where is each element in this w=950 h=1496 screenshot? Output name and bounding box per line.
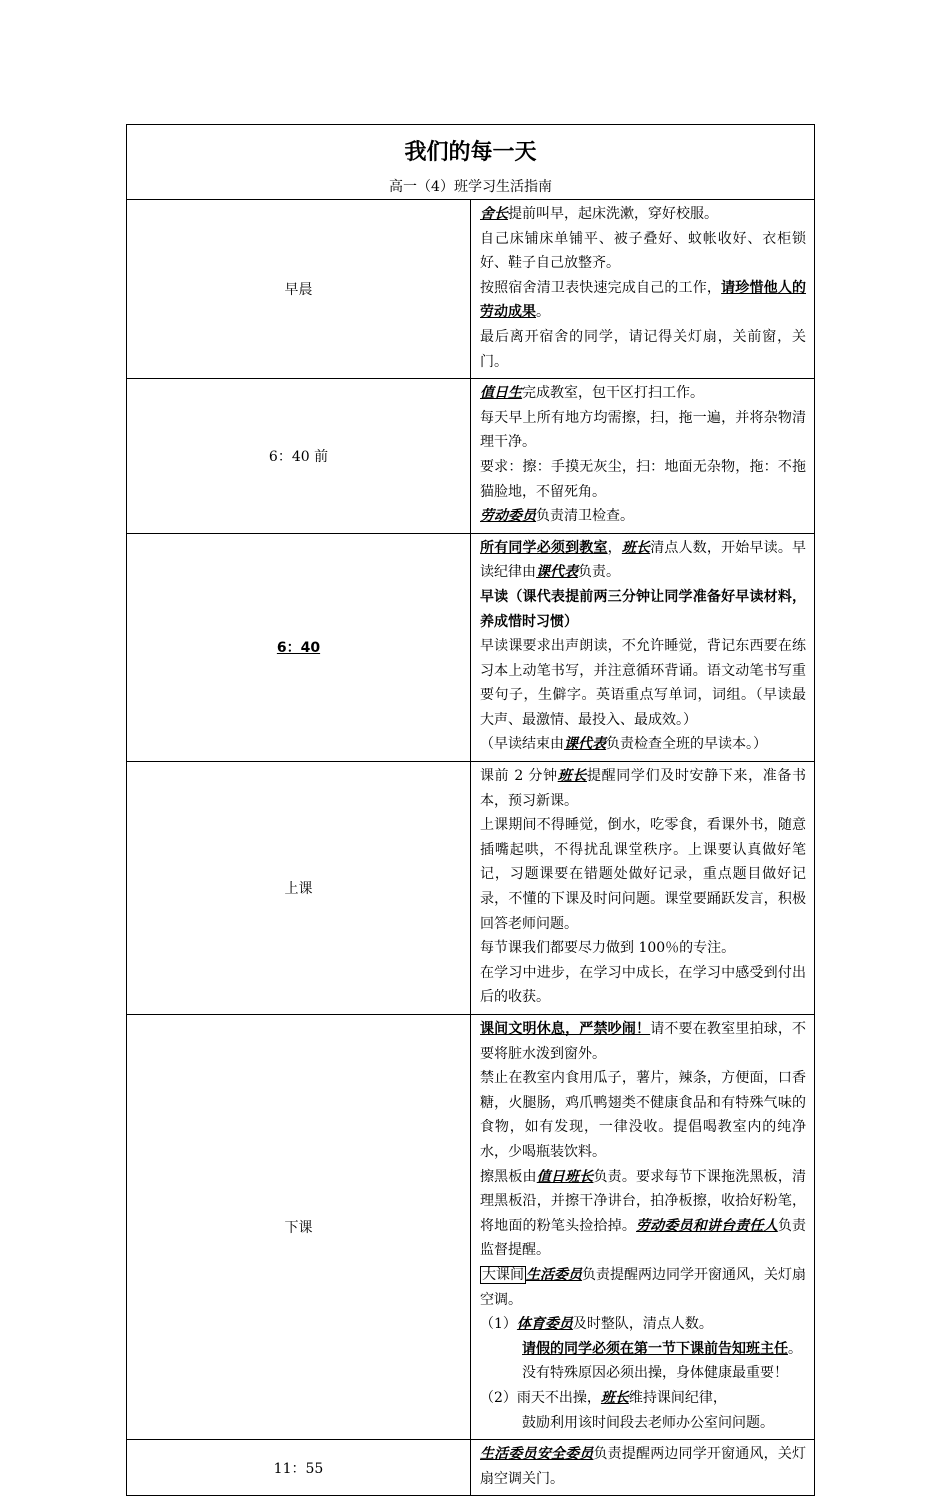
text: 维持课间纪律， [628,1389,727,1406]
row-1155 [127,1440,815,1496]
emphasis: 请假的同学必须在第一节下课前告知班主任 [522,1340,788,1357]
label-morning: 早晨 [127,200,471,379]
text: 。 [536,304,550,321]
text: 负责检查全班的早读本。） [606,736,767,753]
break-line-2: 禁止在教室内食用瓜子，薯片，辣条，方便面，口香糖，火腿肠，鸡爪鸭翅类不健康食品和有特殊气味的食物，如有发现，一律没收。提倡喝教室内的纯净水，少喝瓶装饮料。 [480,1070,806,1160]
text: 负责。 [578,564,620,581]
break-line-4 [480,1263,806,1312]
content-after-class [471,1015,815,1440]
role-labor-podium: 劳动委员和讲台责任人 [636,1217,778,1234]
before640-line-1 [480,381,806,406]
role-sports-committee: 体育委员 [516,1316,573,1333]
row-in-class [127,762,815,1015]
text: 及时整队，清点人数。 [572,1316,713,1333]
role-life-committee: 生活委员 [526,1266,582,1283]
at640-line-4 [480,732,806,757]
role-subject-rep: 课代表 [564,736,606,753]
before640-line-4 [480,504,806,529]
content-640 [471,533,815,761]
label-after-class: 下课 [127,1015,471,1440]
text: ， [607,539,622,556]
boxed-label: 大课间 [482,1266,524,1283]
role-labor-committee: 劳动委员 [480,508,536,525]
content-in-class [471,762,815,1015]
text: 按照宿舍清卫表快速完成自己的工作， [480,279,722,296]
header-row [127,125,815,200]
class-line-3: 每节课我们都要尽力做到 100％的专注。 [480,940,736,957]
text: 负责提醒两边同学开窗通风，关灯扇空调关门。 [480,1446,807,1487]
class-line-2: 上课期间不得睡觉，倒水，吃零食，看课外书，随意插嘴起哄，不得扰乱课堂秩序。上课要认真做好笔记，习题课要在错题处做好记录，重点题目做好记录，不懂的下课及时问问题。课堂要踊跃发言，积极回答老师问题。 [480,817,806,932]
at640-line-3: 早读课要求出声朗读，不允许睡觉，背记东西要在练习本上动笔书写，并注意循环背诵。语文动笔书写重要句子，生僻字。英语重点写单词，词组。（早读最大声、最激情、最投入、最成效。） [480,638,806,728]
t1155-line-1 [480,1442,806,1491]
role-monitor: 班长 [621,539,651,556]
content-before-640 [471,379,815,534]
text: 提前叫早，起床洗漱，穿好校服。 [508,206,718,222]
row-before-640 [127,379,815,534]
text: （1） [480,1316,517,1333]
text: 。 [788,1340,802,1357]
page-subtitle: 高一（4）班学习生活指南 [389,179,552,195]
break-line-8 [480,1386,806,1411]
content-morning [471,200,815,379]
class-line-4: 在学习中进步，在学习中成长，在学习中感受到付出后的收获。 [480,964,806,1006]
text: 完成教室，包干区打扫工作。 [522,385,704,402]
break-line-7: 没有特殊原因必须出操，身体健康最重要！ [522,1365,788,1382]
role-monitor: 班长 [600,1389,629,1406]
role-subject-rep: 课代表 [536,564,578,581]
role-life-safety: 生活委员安全委员 [480,1446,594,1463]
break-line-5 [480,1312,806,1337]
label-1155: 11：55 [127,1440,471,1496]
page-title: 我们的每一天 [404,140,537,165]
label-640: 6：40 [127,533,471,761]
morning-line-3 [480,276,806,325]
label-before-640: 6：40 前 [127,379,471,534]
text: 课前 2 分钟 [480,768,558,785]
text: 负责。要求每节下课拖洗黑板，清理黑板沿，并擦干净讲台，拍净板擦，收拾好粉笔，将地面的粉笔头捡拾掉。 [480,1168,807,1234]
at640-line-1 [480,536,806,585]
break-line-9: 鼓励利用该时间段去老师办公室问问题。 [522,1414,774,1431]
emphasis: 所有同学必须到教室 [480,539,608,556]
text: 负责清卫检查。 [536,508,634,525]
text: 提醒同学们及时安静下来，准备书本，预习新课。 [480,768,807,809]
break-line-1 [480,1017,806,1066]
text: 负责监督提醒。 [480,1217,807,1259]
role-dorm-head: 舍长 [480,206,508,222]
label-in-class: 上课 [127,762,471,1015]
before640-line-2: 每天早上所有地方均需擦，扫，拖一遍，并将杂物清理干净。 [480,409,806,451]
content-1155 [471,1440,815,1496]
class-line-1 [480,764,806,813]
text: （早读结束由 [480,736,564,753]
text: 负责提醒两边同学开窗通风，关灯扇空调。 [480,1266,806,1308]
row-640 [127,533,815,761]
morning-line-1 [480,202,806,227]
document [126,124,815,1496]
text: 清点人数，开始早读。早读纪律由 [480,539,807,581]
at640-line-2: 早读（课代表提前两三分钟让同学准备好早读材料，养成惜时习惯） [480,588,806,630]
schedule-table [126,124,815,1496]
header-cell [127,125,815,200]
row-after-class [127,1015,815,1440]
morning-line-2: 自己床铺床单铺平、被子叠好、蚊帐收好、衣柜锁好、鞋子自己放整齐。 [480,230,806,272]
text: 请不要在教室里拍球，不要将脏水泼到窗外。 [480,1021,807,1062]
role-monitor: 班长 [557,768,587,785]
text: 擦黑板由 [480,1168,537,1185]
emphasis: 请珍惜他人的劳动成果 [480,279,807,321]
break-line-3 [480,1165,806,1263]
row-morning [127,200,815,379]
role-duty-monitor: 值日班长 [536,1168,594,1185]
break-line-6 [480,1337,806,1362]
role-duty-student: 值日生 [480,385,522,402]
text: （2）雨天不出操， [480,1389,601,1406]
morning-line-4: 最后离开宿舍的同学，请记得关灯扇，关前窗，关门。 [480,328,806,370]
before640-line-3: 要求：擦：手摸无灰尘，扫：地面无杂物，拖：不拖猫脸地，不留死角。 [480,458,806,500]
emphasis: 课间文明休息，严禁吵闹！ [480,1021,651,1037]
